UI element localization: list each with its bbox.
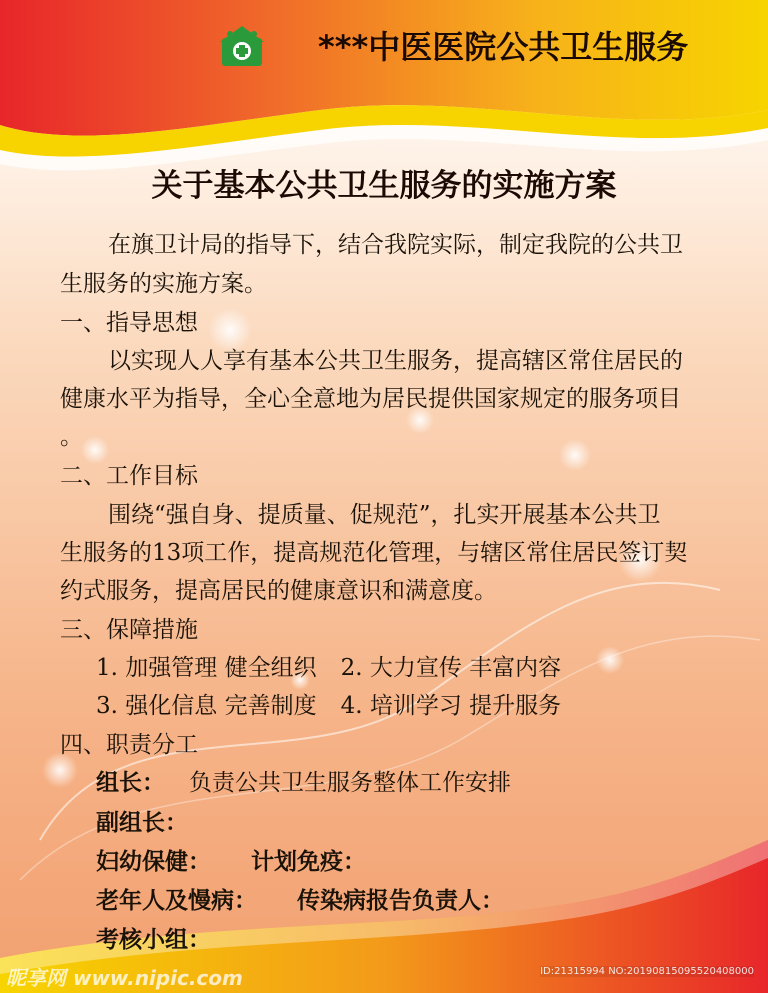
intro-line-1: 在旗卫计局的指导下，结合我院实际，制定我院的公共卫 [108,232,683,258]
measure-1: 1. 加强管理 健全组织 [96,655,317,681]
hospital-title: ***中医医院公共卫生服务 [318,28,689,66]
role-leader-desc: 负责公共卫生服务整体工作安排 [189,770,511,796]
intro-line-2: 生服务的实施方案。 [60,271,267,297]
role-row-elderly [96,886,504,916]
section-2-line-3: 约式服务，提高居民的健康意识和满意度。 [60,578,497,604]
watermark-left: 昵享网 www.nipic.com [6,966,243,990]
role-leader-row [96,768,511,798]
section-3-heading: 三、保障措施 [60,617,198,643]
measure-2: 2. 大力宣传 丰富内容 [340,655,562,681]
section-4-heading: 四、职责分工 [60,732,198,758]
role-deputy-label: 副组长： [96,810,188,836]
section-2-line-1: 围绕“强自身、提质量、促规范”，扎实开展基本公共卫 [108,502,661,528]
measures-row-2 [96,691,561,721]
section-1-line-3: 。 [60,424,83,450]
document-title: 关于基本公共卫生服务的实施方案 [151,168,617,204]
measure-4: 4. 培训学习 提升服务 [340,693,562,719]
section-2-line-2: 生服务的13项工作，提高规范化管理，与辖区常住居民签订契 [60,540,688,566]
section-1-heading: 一、指导思想 [60,310,198,336]
role-infectious-label: 传染病报告负责人： [297,888,504,914]
role-maternal-label: 妇幼保健： [96,849,211,875]
role-assessment-label: 考核小组： [96,927,211,953]
role-row-maternal [96,847,366,877]
role-immunization-label: 计划免疫： [251,849,366,875]
section-1-line-2: 健康水平为指导，全心全意地为居民提供国家规定的服务项目 [60,386,681,412]
hospital-cross-icon [218,24,266,68]
section-1-line-1: 以实现人人享有基本公共卫生服务，提高辖区常住居民的 [108,348,683,374]
role-leader-label: 组长： [96,770,165,796]
measure-3: 3. 强化信息 完善制度 [96,693,317,719]
measures-row-1 [96,653,561,683]
section-2-heading: 二、工作目标 [60,463,198,489]
role-elderly-label: 老年人及慢病： [96,888,257,914]
watermark-right: ID:21315994 NO:20190815095520408000 [540,966,754,977]
